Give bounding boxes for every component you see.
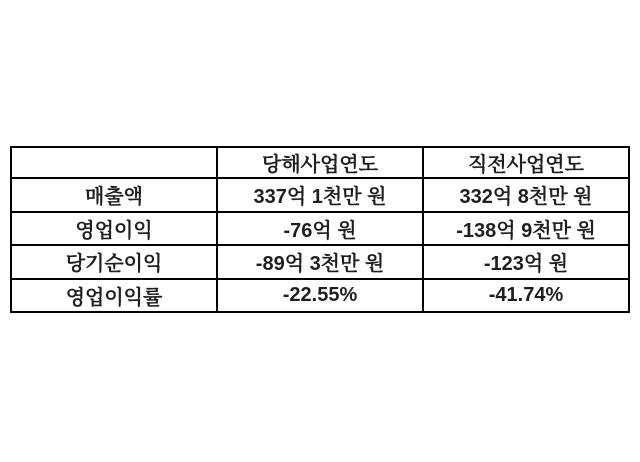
table-row-operating-profit bbox=[11, 212, 629, 246]
header-row bbox=[11, 147, 629, 178]
table-body bbox=[11, 178, 629, 312]
cell-previous-value: -41.74% bbox=[423, 279, 629, 313]
table-row-net-income bbox=[11, 245, 629, 279]
cell-current-value: -89억 3천만 원 bbox=[217, 245, 423, 279]
row-label: 영업이익률 bbox=[11, 279, 217, 313]
cell-current-value: -22.55% bbox=[217, 279, 423, 313]
header-cell-empty bbox=[11, 147, 217, 178]
cell-previous-value: 332억 8천만 원 bbox=[423, 178, 629, 212]
header-cell-current-fiscal-year: 당해사업연도 bbox=[217, 147, 423, 178]
row-label: 당기순이익 bbox=[11, 245, 217, 279]
financial-summary-table bbox=[10, 146, 630, 313]
table-header bbox=[11, 147, 629, 178]
row-label: 영업이익 bbox=[11, 212, 217, 246]
cell-previous-value: -123억 원 bbox=[423, 245, 629, 279]
cell-previous-value: -138억 9천만 원 bbox=[423, 212, 629, 246]
row-label: 매출액 bbox=[11, 178, 217, 212]
cell-current-value: -76억 원 bbox=[217, 212, 423, 246]
table-row-operating-margin bbox=[11, 279, 629, 313]
table-row-revenue bbox=[11, 178, 629, 212]
financial-summary-table-container bbox=[10, 146, 630, 313]
header-cell-previous-fiscal-year: 직전사업연도 bbox=[423, 147, 629, 178]
cell-current-value: 337억 1천만 원 bbox=[217, 178, 423, 212]
